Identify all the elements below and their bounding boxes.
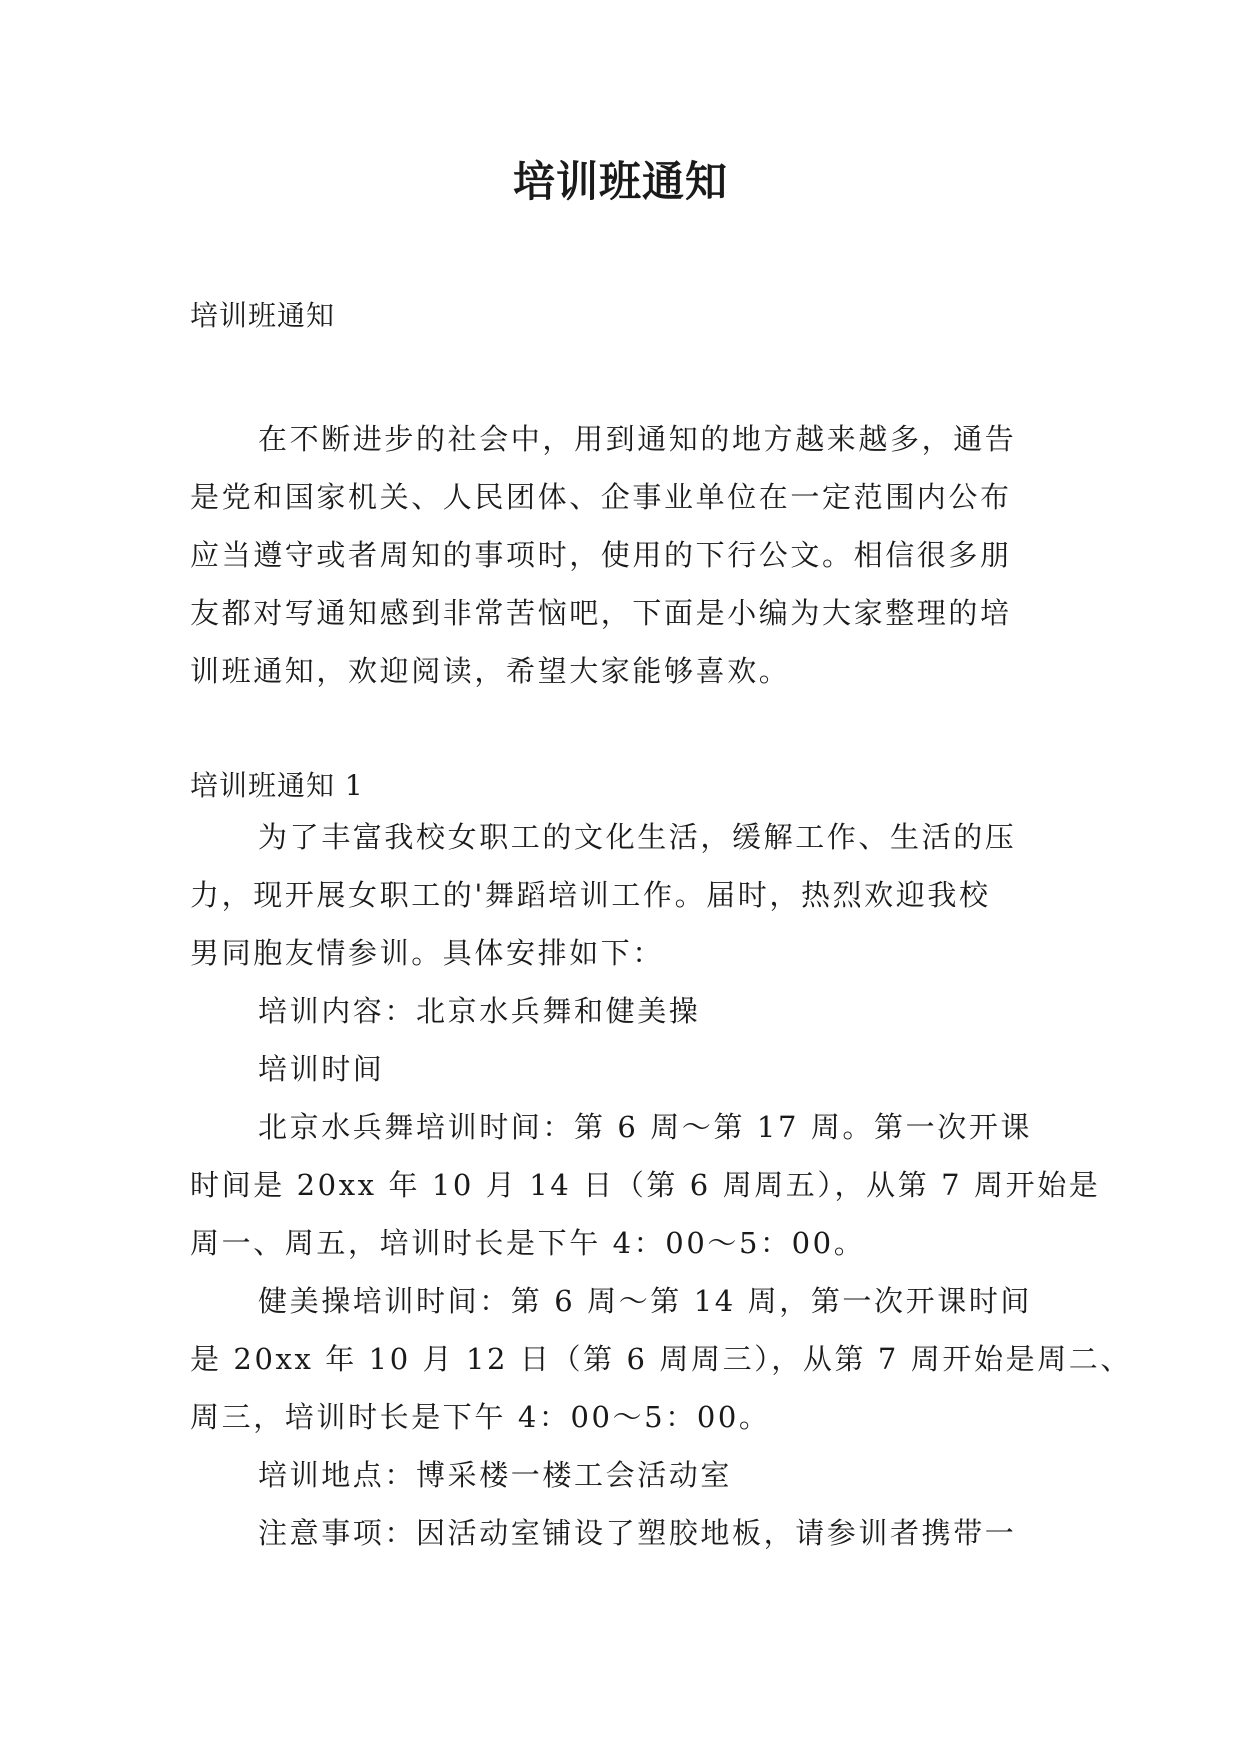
document-subtitle: 培训班通知 — [190, 299, 336, 332]
section-line: 周一、周五，培训时长是下午 4：00～5：00。 — [190, 1226, 866, 1260]
training-location-line: 培训地点：博采楼一楼工会活动室 — [258, 1458, 733, 1492]
paragraph-gap — [190, 338, 1052, 410]
training-content-line: 培训内容：北京水兵舞和健美操 — [258, 994, 701, 1028]
intro-line: 训班通知，欢迎阅读，希望大家能够喜欢。 — [190, 654, 791, 688]
document-body — [190, 294, 1132, 1562]
document-title: 培训班通知 — [512, 157, 728, 206]
training-time-heading: 培训时间 — [258, 1052, 385, 1086]
section-heading: 培训班通知 1 — [190, 769, 364, 802]
section-line: 周三，培训时长是下午 4：00～5：00。 — [190, 1400, 771, 1434]
section-line: 为了丰富我校女职工的文化生活，缓解工作、生活的压 — [258, 820, 1017, 854]
section-line: 健美操培训时间：第 6 周～第 14 周，第一次开课时间 — [258, 1284, 1033, 1318]
section-content — [190, 808, 1132, 1562]
intro-line: 在不断进步的社会中，用到通知的地方越来越多，通告 — [258, 422, 1017, 456]
section-line: 是 20xx 年 10 月 12 日（第 6 周周三），从第 7 周开始是周二、 — [190, 1342, 1132, 1376]
section-gap — [190, 700, 1052, 764]
intro-line: 应当遵守或者周知的事项时，使用的下行公文。相信很多朋 — [190, 538, 1012, 572]
section-line: 男同胞友情参训。具体安排如下： — [190, 936, 665, 970]
intro-paragraph — [190, 410, 1052, 700]
section-line: 力，现开展女职工的'舞蹈培训工作。届时，热烈欢迎我校 — [190, 878, 991, 912]
notes-line: 注意事项：因活动室铺设了塑胶地板，请参训者携带一 — [258, 1516, 1017, 1550]
section-line: 时间是 20xx 年 10 月 14 日（第 6 周周五），从第 7 周开始是 — [190, 1168, 1101, 1202]
intro-line: 是党和国家机关、人民团体、企事业单位在一定范围内公布 — [190, 480, 1012, 514]
intro-line: 友都对写通知感到非常苦恼吧，下面是小编为大家整理的培 — [190, 596, 1012, 630]
section-line: 北京水兵舞培训时间：第 6 周～第 17 周。第一次开课 — [258, 1110, 1033, 1144]
